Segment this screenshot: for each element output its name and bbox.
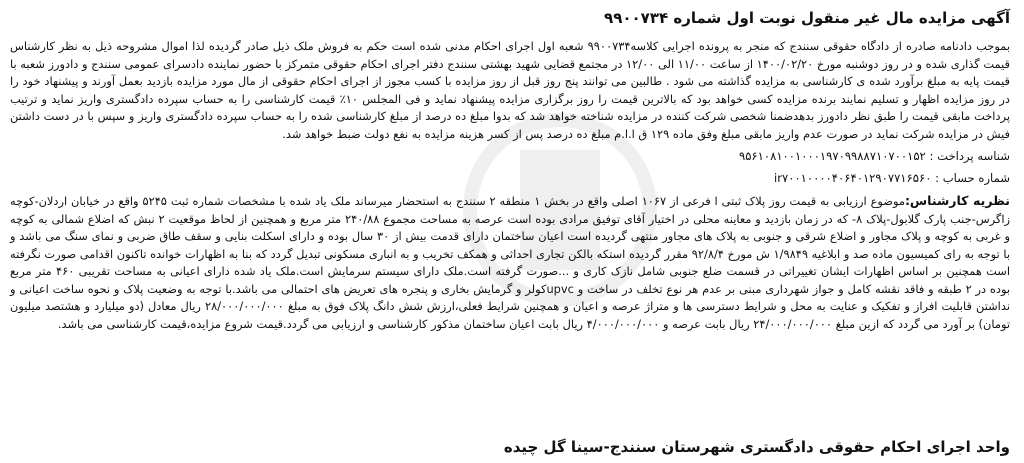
expert-opinion-label: نظریه کارشناس: bbox=[904, 193, 1010, 208]
notice-title: آگهی مزایده مال غیر منقول نوبت اول شماره ۹۹۰۰۷۳۴ bbox=[604, 9, 1010, 27]
notice-intro: بموجب دادنامه صادره از دادگاه حقوقی سنندج که منجر به پرونده اجرایی کلاسه۹۹۰۰۷۳۴ شعبه اول اجرای احکام مدنی شده است حکم به فروش ملک ذیل صادر گردیده لذا اموال مشروحه ذیل به نظر کارشناس قیمت گذاری شده و در روز دوشنبه مورخ ۱۴۰۰/۰۲/۲۰ از ساعت ۱۱/۰۰ الی ۱۲/۰۰ در مجتمع قضایی شهید بهشتی سنندج دفتر اجرای احکام حقوقی متمرکز با حضور نماینده دادسرای عمومی سنندج و دادورز شعبه با قیمت پایه به مبلغ برآورد شده ی کارشناسی به مزایده گذاشته می شود . طالبین می توانند پنج روز قبل از روز مزایده با کسب مجوز از اجرای احکام حقوقی از مال مورد مزایده بازدید بعمل آورند و پیشنهاد خود را در روز مزایده اظهار و تسلیم نمایند برنده مزایده کسی خواهد بود که بالاترین قیمت را روز برگزاری مزایده پیشنهاد نماید و فی المجلس ۱۰٪ قیمت کارشناسی را به حساب سپرده دادگستری واریز نماید و ترتیب پرداخت مابقی قیمت را طبق نظر دادورز بدهدضمنا شخصی شرکت کننده در مزایده شناخته خواهد شد که بدوا مبلغ ده درصد از مبلغ کارشناسی شده را به حساب سپرده دادگستری واریز و سپس با در دست داشتن فیش در مزایده شرکت نماید در صورت عدم واریز مابقی مبلغ وفق ماده ۱۲۹ ق ا.ا.م مبلغ ده درصد پس از کسر هزینه مزایده به نفع دولت ضبط خواهد شد. bbox=[10, 39, 1011, 141]
expert-opinion bbox=[10, 192, 1010, 333]
expert-opinion-text: موضوع ارزیابی به قیمت روز پلاک ثبتی ا فرعی از ۱۰۶۷ اصلی واقع در بخش ۱ منطقه ۲ سنندج به استحضار میرساند ملک یاد شده با مشخصات شماره ثبت ۵۲۴۵ واقع در خیابان اردلان-کوچه زاگرس-جنب پارک گلابول-پلاک ۸- که در زمان بازدید و معاینه محلی در اختیار آقای توفیق مرادی بوده است عرصه به مساحت مجموع ۲۴۰/۸۸ متر مربع و همچنین از لحاظ موقعیت ۲ نبش که اضلاع شمالی به کوچه و غربی به کوچه و پلاک مجاور و اضلاع شرقی و جنوبی به پلاک های مجاور منتهی گردیده است اعیان ساختمان دارای قدمت بیش از ۳۰ سال بوده و دارای اسکلت بنایی و سقف طاق ضربی و نمای سنگ می باشد و با توجه به رای کمیسیون ماده صد و ابلاغیه ۱/۹۸۴۹ ش مورخ ۹۲/۸/۴ مقرر گردیده استکه بالکن تجاری احداثی و همکف تخریب و به انباری مسکونی تبدیل گردد که بنا به اظهارات خوانده تاکنون اقدامی صورت نگرفته است همچنین بر اساس اظهارات ایشان تغییراتی در قسمت ضلع جنوبی شامل نازک کاری و ...صورت گرفته است.ملک دارای سیستم سرمایش است.ملک یاد شده دارای اعیانی به مساحت تقریبی ۴۶۰ متر مربع بوده در ۲ طبقه و فاقد نقشه کامل و جواز شهرداری مبنی بر عدم هر نوع تخلف در ساخت و upvcکولر و گرمایش بخاری و پنجره های تعریض های احتمالی می باشد.با توجه به وضعیت پلاک و نحوه ساخت اعیانی و نداشتن قابلیت افراز و تفکیک و عنایت به محل و شرایط دسترسی ها و متراژ عرصه و اعیان و همچنین شرایط فعلی،ارزش شش دانگ پلاک فوق به مبلغ ۲۸/۰۰۰/۰۰۰/۰۰۰ ریال معادل (دو میلیارد و هشتصد میلیون تومان) بر آورد می گردد که ازین مبلغ ۲۴/۰۰۰/۰۰۰/۰۰۰ ریال بابت عرصه و ۴/۰۰۰/۰۰۰/۰۰۰ ریال بابت اعیان ساختمان مذکور کارشناسی و ارزیابی می گردد.قیمت شروع مزایده،قیمت کارشناسی می باشد. bbox=[10, 194, 1011, 331]
issuer-signature: واحد اجرای احکام حقوقی دادگستری شهرستان سنندج-سینا گل چیده bbox=[503, 438, 1010, 456]
account-number: شماره حساب : ir۷۰۰۱۰۰۰۰۴۰۶۴۰۱۲۹۰۷۷۱۶۵۶۰ bbox=[774, 171, 1010, 185]
payment-id: شناسه پرداخت : ۹۵۶۱۰۸۱۰۰۱۰۰۰۱۹۷۰۹۹۸۸۷۱۰۷۰۰۱۵۲ bbox=[738, 149, 1010, 163]
